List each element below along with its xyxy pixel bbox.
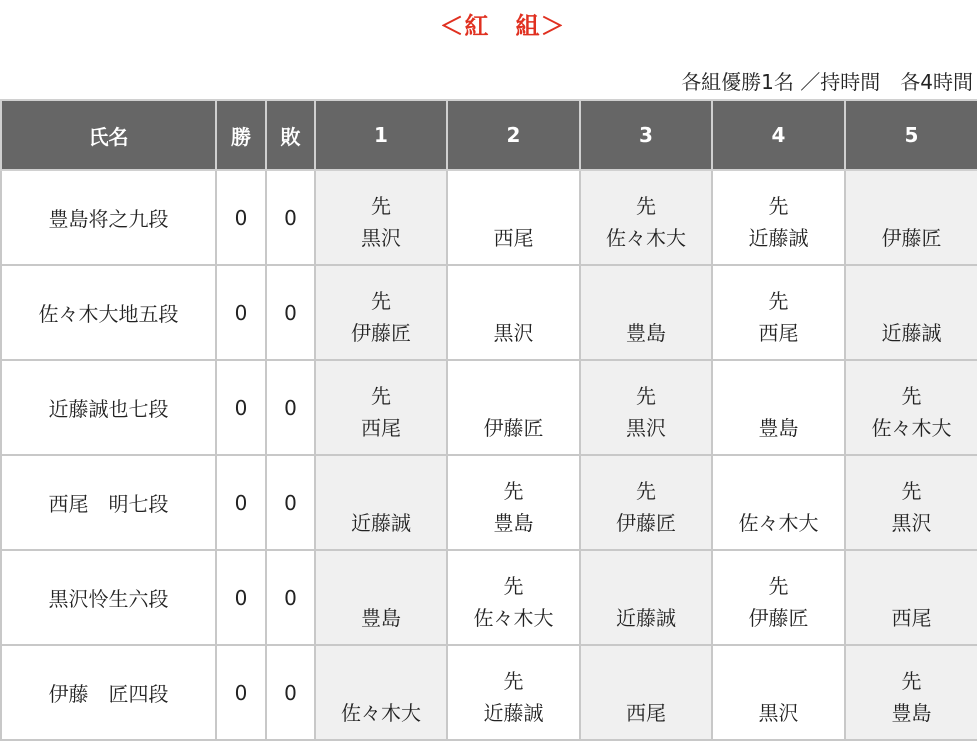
round-cell bbox=[845, 550, 977, 645]
header-round-2: 2 bbox=[447, 100, 580, 170]
table-row bbox=[1, 550, 977, 645]
opponent-name: 西尾 bbox=[493, 226, 534, 250]
wins-count: 0 bbox=[216, 360, 266, 455]
header-losses: 敗 bbox=[266, 100, 315, 170]
header-round-3: 3 bbox=[580, 100, 712, 170]
round-cell bbox=[447, 360, 580, 455]
first-move-mark: 先 bbox=[901, 479, 922, 503]
opponent-name: 佐々木大 bbox=[606, 226, 686, 250]
wins-count: 0 bbox=[216, 170, 266, 265]
group-title-left: ＜紅 bbox=[439, 12, 490, 40]
opponent-name: 豊島 bbox=[361, 606, 401, 630]
round-cell bbox=[315, 645, 447, 740]
header-name: 氏名 bbox=[1, 100, 216, 170]
round-cell bbox=[580, 550, 712, 645]
first-move-mark: 先 bbox=[901, 669, 922, 693]
header-round-1: 1 bbox=[315, 100, 447, 170]
opponent-name: 豊島 bbox=[493, 511, 534, 535]
round-cell bbox=[447, 265, 580, 360]
losses-count: 0 bbox=[266, 265, 315, 360]
round-cell bbox=[580, 265, 712, 360]
table-row bbox=[1, 170, 977, 265]
league-table bbox=[0, 99, 977, 741]
first-move-mark: 先 bbox=[768, 289, 789, 313]
first-move-mark: 先 bbox=[371, 289, 391, 313]
wins-count: 0 bbox=[216, 455, 266, 550]
header-wins: 勝 bbox=[216, 100, 266, 170]
header-row bbox=[1, 100, 977, 170]
round-cell bbox=[712, 170, 845, 265]
header-round-4: 4 bbox=[712, 100, 845, 170]
player-name: 豊島将之九段 bbox=[1, 170, 216, 265]
round-cell bbox=[447, 645, 580, 740]
first-move-mark: 先 bbox=[371, 194, 391, 218]
round-cell bbox=[447, 455, 580, 550]
round-cell bbox=[712, 645, 845, 740]
losses-count: 0 bbox=[266, 360, 315, 455]
table-row bbox=[1, 265, 977, 360]
player-name: 伊藤 匠四段 bbox=[1, 645, 216, 740]
opponent-name: 西尾 bbox=[891, 606, 932, 630]
opponent-name: 佐々木大 bbox=[871, 416, 952, 440]
player-name: 西尾 明七段 bbox=[1, 455, 216, 550]
opponent-name: 近藤誠 bbox=[351, 511, 411, 535]
first-move-mark: 先 bbox=[503, 574, 524, 598]
round-cell bbox=[315, 455, 447, 550]
opponent-name: 近藤誠 bbox=[748, 226, 809, 250]
first-move-mark: 先 bbox=[371, 384, 391, 408]
losses-count: 0 bbox=[266, 455, 315, 550]
opponent-name: 佐々木大 bbox=[341, 701, 421, 725]
round-cell bbox=[580, 170, 712, 265]
player-name: 近藤誠也七段 bbox=[1, 360, 216, 455]
opponent-name: 豊島 bbox=[626, 321, 666, 345]
round-cell bbox=[712, 455, 845, 550]
group-title-right: 組＞ bbox=[515, 12, 566, 40]
round-cell bbox=[712, 265, 845, 360]
wins-count: 0 bbox=[216, 550, 266, 645]
header-round-5: 5 bbox=[845, 100, 977, 170]
round-cell bbox=[315, 170, 447, 265]
rules-text: 各組優勝1名 ／持時間 各4時間 bbox=[681, 70, 973, 94]
opponent-name: 西尾 bbox=[626, 701, 666, 725]
player-name: 黒沢怜生六段 bbox=[1, 550, 216, 645]
losses-count: 0 bbox=[266, 550, 315, 645]
opponent-name: 伊藤匠 bbox=[748, 606, 809, 630]
first-move-mark: 先 bbox=[636, 384, 656, 408]
table-row bbox=[1, 455, 977, 550]
round-cell bbox=[712, 550, 845, 645]
opponent-name: 伊藤匠 bbox=[881, 226, 942, 250]
opponent-name: 豊島 bbox=[758, 416, 799, 440]
wins-count: 0 bbox=[216, 265, 266, 360]
opponent-name: 伊藤匠 bbox=[351, 321, 411, 345]
first-move-mark: 先 bbox=[768, 574, 789, 598]
opponent-name: 黒沢 bbox=[891, 511, 932, 535]
opponent-name: 佐々木大 bbox=[738, 511, 819, 535]
table-row bbox=[1, 645, 977, 740]
group-title bbox=[0, 6, 977, 41]
round-cell bbox=[447, 170, 580, 265]
wins-count: 0 bbox=[216, 645, 266, 740]
opponent-name: 西尾 bbox=[758, 321, 799, 345]
round-cell bbox=[315, 265, 447, 360]
opponent-name: 近藤誠 bbox=[616, 606, 676, 630]
round-cell bbox=[580, 455, 712, 550]
first-move-mark: 先 bbox=[503, 479, 524, 503]
opponent-name: 西尾 bbox=[361, 416, 401, 440]
first-move-mark: 先 bbox=[768, 194, 789, 218]
round-cell bbox=[580, 360, 712, 455]
opponent-name: 近藤誠 bbox=[881, 321, 942, 345]
round-cell bbox=[845, 265, 977, 360]
player-name: 佐々木大地五段 bbox=[1, 265, 216, 360]
round-cell bbox=[845, 170, 977, 265]
round-cell bbox=[712, 360, 845, 455]
first-move-mark: 先 bbox=[503, 669, 524, 693]
opponent-name: 近藤誠 bbox=[483, 701, 544, 725]
first-move-mark: 先 bbox=[636, 479, 656, 503]
losses-count: 0 bbox=[266, 645, 315, 740]
table-row bbox=[1, 360, 977, 455]
opponent-name: 黒沢 bbox=[626, 416, 666, 440]
round-cell bbox=[580, 645, 712, 740]
round-cell bbox=[447, 550, 580, 645]
first-move-mark: 先 bbox=[636, 194, 656, 218]
round-cell bbox=[845, 360, 977, 455]
opponent-name: 黒沢 bbox=[361, 226, 401, 250]
opponent-name: 伊藤匠 bbox=[483, 416, 544, 440]
round-cell bbox=[315, 550, 447, 645]
opponent-name: 豊島 bbox=[891, 701, 932, 725]
opponent-name: 黒沢 bbox=[493, 321, 534, 345]
round-cell bbox=[845, 645, 977, 740]
losses-count: 0 bbox=[266, 170, 315, 265]
opponent-name: 伊藤匠 bbox=[616, 511, 676, 535]
first-move-mark: 先 bbox=[901, 384, 922, 408]
round-cell bbox=[845, 455, 977, 550]
round-cell bbox=[315, 360, 447, 455]
opponent-name: 佐々木大 bbox=[473, 606, 554, 630]
opponent-name: 黒沢 bbox=[758, 701, 799, 725]
